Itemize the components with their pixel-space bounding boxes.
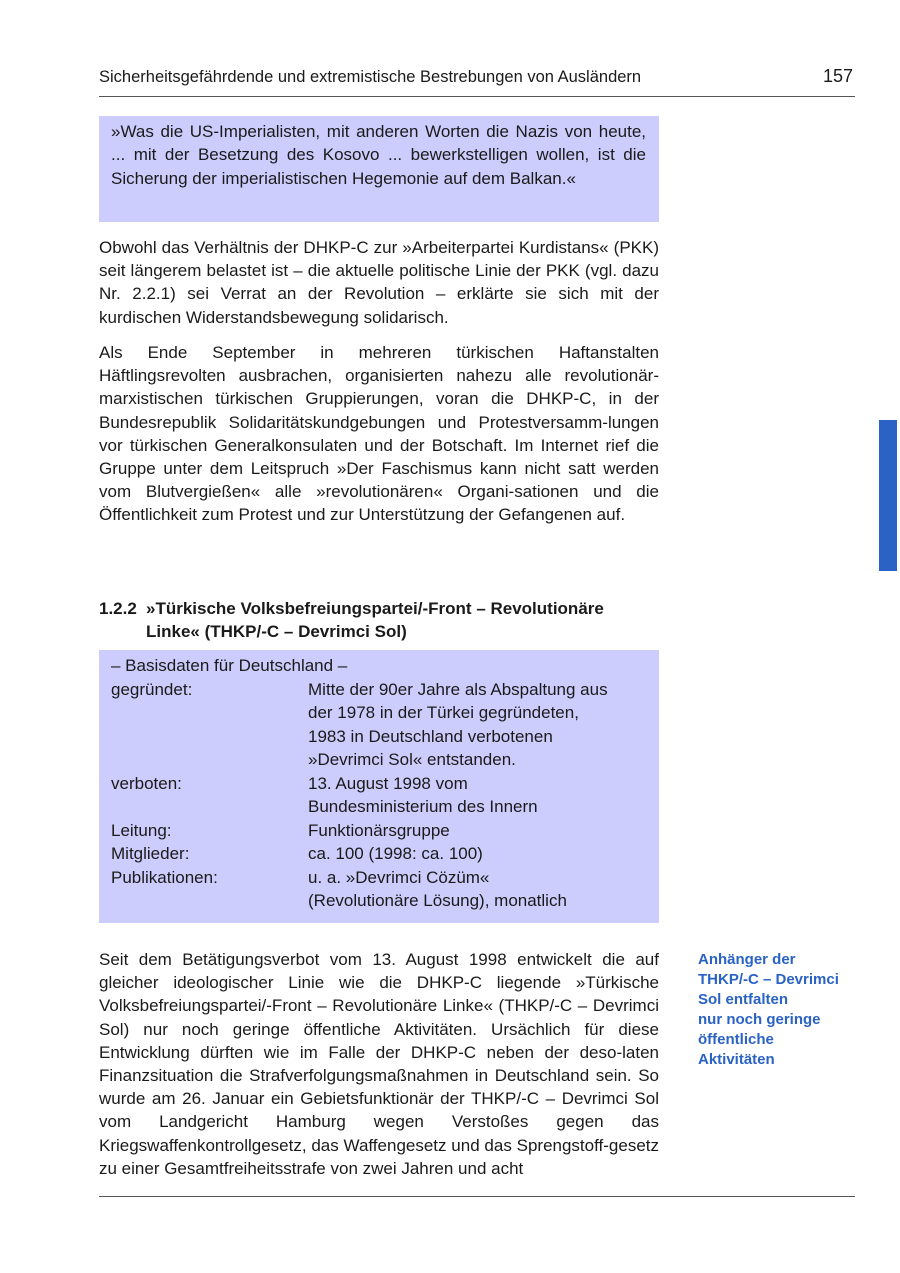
info-value: Mitte der 90er Jahre als Abspaltung aus xyxy=(308,679,608,699)
info-value: der 1978 in der Türkei gegründeten, xyxy=(308,703,579,722)
chapter-tab-marker xyxy=(879,420,897,571)
info-label: Leitung: xyxy=(111,820,172,840)
info-label xyxy=(111,725,308,749)
info-label: verboten: xyxy=(111,773,182,793)
margin-note-line: nur noch geringe xyxy=(698,1011,821,1028)
info-value: 13. August 1998 vom xyxy=(308,773,468,793)
margin-note-line: THKP/-C – Devrimci xyxy=(698,971,839,988)
margin-note-line: Sol entfalten xyxy=(698,991,789,1008)
info-label: gegründet: xyxy=(111,679,193,699)
section-title-line2: Linke« (THKP/-C – Devrimci Sol) xyxy=(146,622,407,641)
info-value: 1983 in Deutschland verbotenen xyxy=(308,726,553,746)
margin-note xyxy=(698,950,868,1070)
footer-rule xyxy=(99,1196,855,1197)
paragraph: Seit dem Betätigungsverbot vom 13. August 1998 entwickelt die auf gleicher ideologischer Linie wie die DHKP-C liegende »Türkische Volksbefreiungspartei/-Front – Revolutionäre Linke« (THKP/-C – Devrimci Sol) nur noch geringe öffentliche Aktivitäten. Ursächlich für diese Entwicklung dürften wie im Falle der DHKP-C neben der deso-laten Finanzsituation die Strafverfolgungsmaßnahmen in Deutschland sein. So wurde am 26. Januar ein Gebietsfunktionär der THKP/-C – Devrimci Sol vom Landgericht Hamburg wegen Verstoßes gegen das Kriegswaffenkontrollgesetz, das Waffengesetz und das Sprengstoff-gesetz zu einer Gesamtfreiheitsstrafe von zwei Jahren und acht xyxy=(99,950,659,1178)
basic-data-box xyxy=(99,650,659,923)
info-value: (Revolutionäre Lösung), monatlich xyxy=(308,891,567,910)
info-label xyxy=(111,701,308,725)
section-number: 1.2.2 xyxy=(99,599,137,618)
info-label: Publikationen: xyxy=(111,867,218,887)
section-heading xyxy=(99,597,679,643)
info-label xyxy=(111,889,308,913)
margin-note-line: Anhänger der xyxy=(698,951,796,968)
info-value: u. a. »Devrimci Cözüm« xyxy=(308,867,490,887)
info-row xyxy=(111,772,647,796)
info-row xyxy=(111,795,647,819)
quote-box: »Was die US-Imperialisten, mit anderen Worten die Nazis von heute, ... mit der Besetzung des Kosovo ... bewerkstelligen wollen, ist die Sicherung der imperialistischen Hegemonie auf dem Balkan.« xyxy=(99,116,659,222)
info-label xyxy=(111,748,308,772)
page-number: 157 xyxy=(822,66,853,86)
margin-note-line: Aktivitäten xyxy=(698,1051,775,1068)
info-value: ca. 100 (1998: ca. 100) xyxy=(308,844,483,863)
info-row xyxy=(111,725,647,749)
running-header xyxy=(99,66,855,97)
paragraph: Obwohl das Verhältnis der DHKP-C zur »Arbeiterpartei Kurdistans« (PKK) seit längerem belastet ist – die aktuelle politische Linie der PKK (vgl. dazu Nr. 2.2.1) sei Verrat an der Revolution – erklärte sie sich mit der kurdischen Widerstandsbewegung solidarisch. xyxy=(99,238,659,327)
margin-note-line: öffentliche xyxy=(698,1031,774,1048)
info-value: »Devrimci Sol« entstanden. xyxy=(308,750,516,769)
info-row xyxy=(111,819,647,843)
info-row xyxy=(111,748,647,772)
info-label xyxy=(111,795,308,819)
info-value: Funktionärsgruppe xyxy=(308,820,450,840)
paragraph: Als Ende September in mehreren türkischen Haftanstalten Häftlingsrevolten ausbrachen, organisierten nahezu alle revolutionär-marxistischen türkischen Gruppierungen, voran die DHKP-C, in der Bundesrepublik Solidaritätskundgebungen und Protestversamm-lungen vor türkischen Generalkonsulaten und der Botschaft. Im Internet rief die Gruppe unter dem Leitspruch »Der Faschismus kann nicht satt werden vom Blutvergießen« alle »revolutionären« Organi-sationen und die Öffentlichkeit zum Protest und zur Unterstützung der Gefangenen auf. xyxy=(99,343,659,525)
info-value: Bundesministerium des Innern xyxy=(308,797,538,816)
info-row xyxy=(111,889,647,913)
info-row xyxy=(111,842,647,866)
header-title: Sicherheitsgefährdende und extremistische Bestrebungen von Ausländern xyxy=(99,68,642,86)
info-box-heading: – Basisdaten für Deutschland – xyxy=(111,656,348,675)
info-row xyxy=(111,701,647,725)
info-row xyxy=(111,678,647,702)
info-label: Mitglieder: xyxy=(111,844,190,863)
section-title-line1: »Türkische Volksbefreiungspartei/-Front – Revolutionäre xyxy=(146,599,604,618)
info-row xyxy=(111,866,647,890)
